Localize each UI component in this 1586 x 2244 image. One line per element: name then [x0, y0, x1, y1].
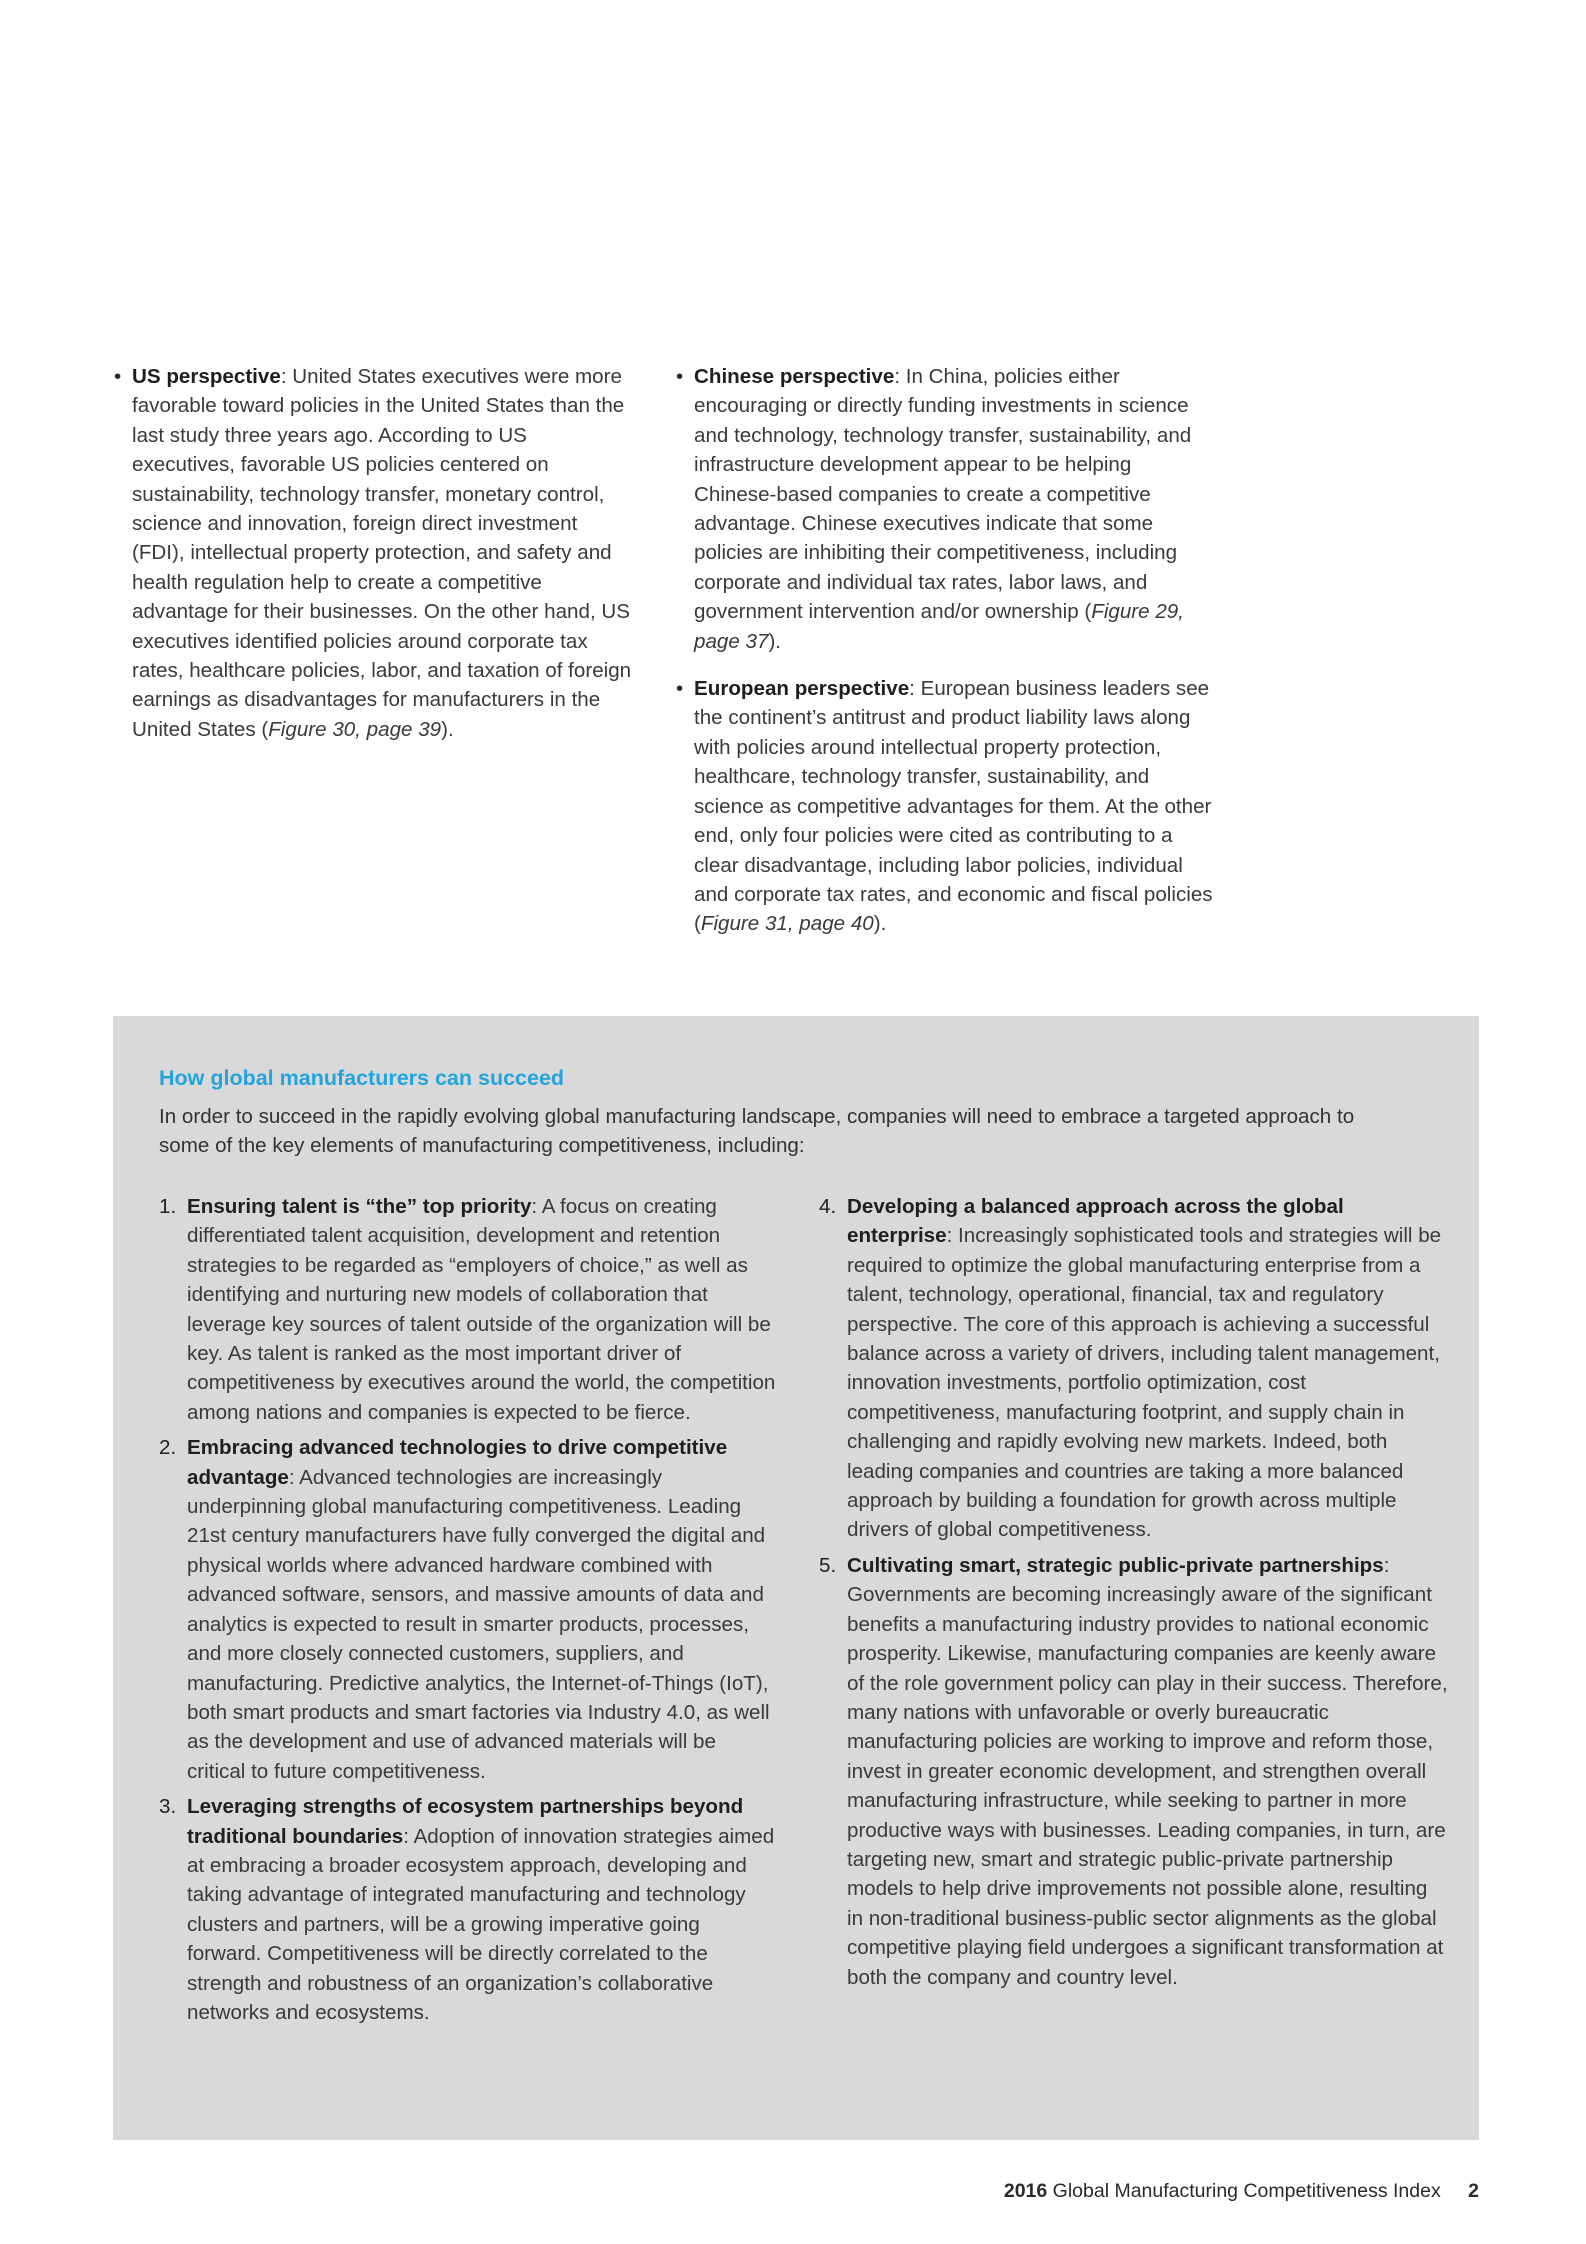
list-item: [159, 1192, 779, 1427]
european-perspective-lead: European perspective: [694, 677, 910, 701]
page-footer: [1004, 2180, 1479, 2203]
european-perspective-tail: ).: [873, 912, 887, 936]
list-item: [159, 1792, 779, 2027]
item-text: : Increasingly sophisticated tools and strategies will be required to optimize the global manufacturing enterprise from a talent, technology, operational, financial, tax and regulatory perspective. The core of this approach is achieving a successful balance across a variety of drivers, including talent management, innovation investments, portfolio optimization, cost competitiveness, manufacturing footprint, and supply chain in challenging and rapidly evolving new markets. Indeed, both leading companies and countries are taking a more balanced approach by building a foundation for growth across multiple drivers of global competitiveness.: [847, 1224, 1442, 1542]
item-lead: Developing a balanced approach across the global enterprise: [847, 1195, 1344, 1248]
us-perspective-tail: ).: [441, 717, 454, 741]
item-number: 5.: [819, 1553, 837, 1577]
item-number: 4.: [819, 1195, 837, 1218]
list-item: [159, 1433, 779, 1786]
page-number: 2: [1468, 2180, 1479, 2202]
panel-list-left: [159, 1192, 779, 2033]
panel-title: How global manufacturers can succeed: [159, 1066, 565, 1090]
footer-title: Global Manufacturing Competitiveness Index: [1052, 2180, 1441, 2202]
right-column: [676, 362, 1216, 957]
item-text: : Advanced technologies are increasingly underpinning global manufacturing competitiveness. Leading 21st century manufacturers have fully converged the digital and physical worlds where advanced hardware combined with advanced software, sensors, and massive amounts of data and analytics is expected to result in smarter products, processes, and more closely connected customers, suppliers, and manufacturing. Predictive analytics, the Internet-of-Things (IoT), both smart products and smart factories via Industry 4.0, as well as the development and use of advanced materials will be critical to future competitiveness.: [187, 1465, 770, 1783]
panel-intro: In order to succeed in the rapidly evolving global manufacturing landscape, companies will need to embrace a targeted approach to some of the key elements of manufacturing competitiveness, including:: [159, 1105, 1355, 1158]
item-lead: Cultivating smart, strategic public-private partnerships: [847, 1553, 1384, 1577]
left-column: [114, 362, 634, 762]
item-lead: Leveraging strengths of ecosystem partnerships beyond traditional boundaries: [187, 1795, 744, 1848]
item-lead: Embracing advanced technologies to drive competitive advantage: [187, 1436, 728, 1489]
item-text: : Governments are becoming increasingly aware of the significant benefits a manufacturing industry provides to national economic prosperity. Likewise, manufacturing companies are keenly aware of the role government policy can play in their success. Therefore, many nations with unfavorable or overly bureaucratic manufacturing policies are working to improve and reform those, invest in greater economic development, and strengthen overall manufacturing infrastructure, while seeking to partner in more productive ways with businesses. Leading companies, in turn, are targeting new, smart and strategic public-private partnership models to help drive improvements not possible alone, resulting in non-traditional business-public sector alignments as the global competitive playing field undergoes a significant transformation at both the company and country level.: [847, 1553, 1448, 1989]
item-lead: Ensuring talent is “the” top priority: [187, 1195, 532, 1218]
chinese-perspective-tail: ).: [768, 629, 782, 653]
us-perspective-lead: US perspective: [132, 365, 281, 388]
chinese-perspective-lead: Chinese perspective: [694, 365, 895, 388]
item-text: : A focus on creating differentiated talent acquisition, development and retention strategies to be regarded as “employers of choice,” as well as identifying and nurturing new models of collaboration that leverage key sources of talent outside of the organization will be key. As talent is ranked as the most important driver of competitiveness by executives around the world, the competition among nations and companies is expected to be fierce.: [187, 1195, 776, 1424]
list-item: [819, 1551, 1449, 1992]
chinese-perspective-text: : In China, policies either encouraging or directly funding investments in science and technology, technology transfer, sustainability, and infrastructure development appear to be helping Chinese-based companies to create a competitive advantage. Chinese executives indicate that some policies are inhibiting their competitiveness, including corporate and individual tax rates, labor laws, and government intervention and/or ownership (: [694, 365, 1192, 624]
item-number: 1.: [159, 1195, 177, 1218]
chinese-perspective-bullet: [676, 362, 1216, 656]
footer-year: 2016: [1003, 2180, 1048, 2202]
us-perspective-text: : United States executives were more favorable toward policies in the United States than the last study three years ago. According to US executives, favorable US policies centered on sustainability, technology transfer, monetary control, science and innovation, foreign direct investment (FDI), intellectual property protection, and safety and health regulation help to create a competitive advantage for their businesses. On the other hand, US executives identified policies around corporate tax rates, healthcare policies, labor, and taxation of foreign earnings as disadvantages for manufacturers in the United States (: [132, 365, 632, 741]
item-text: : Adoption of innovation strategies aimed at embracing a broader ecosystem approach, developing and taking advantage of integrated manufacturing and technology clusters and partners, will be a growing imperative going forward. Competitiveness will be directly correlated to the strength and robustness of an organization’s collaborative networks and ecosystems.: [187, 1824, 775, 2024]
european-perspective-bullet: [676, 674, 1216, 939]
item-number: 2.: [159, 1436, 177, 1460]
panel-list-right: [819, 1192, 1449, 1998]
chinese-figure-ref: Figure 29, page 37: [694, 600, 1184, 653]
succeed-panel: [113, 1016, 1479, 2140]
european-perspective-text: : European business leaders see the continent’s antitrust and product liability laws along with policies around intellectual property protection, healthcare, technology transfer, sustainability, and science as competitive advantages for them. At the other end, only four policies were cited as contributing to a clear disadvantage, including labor policies, individual and corporate tax rates, and economic and fiscal policies (: [694, 677, 1213, 936]
us-figure-ref: Figure 30, page 39: [268, 717, 442, 741]
list-item: [819, 1192, 1449, 1545]
us-perspective-bullet: [114, 362, 634, 744]
item-number: 3.: [159, 1795, 177, 1819]
european-figure-ref: Figure 31, page 40: [700, 912, 874, 936]
